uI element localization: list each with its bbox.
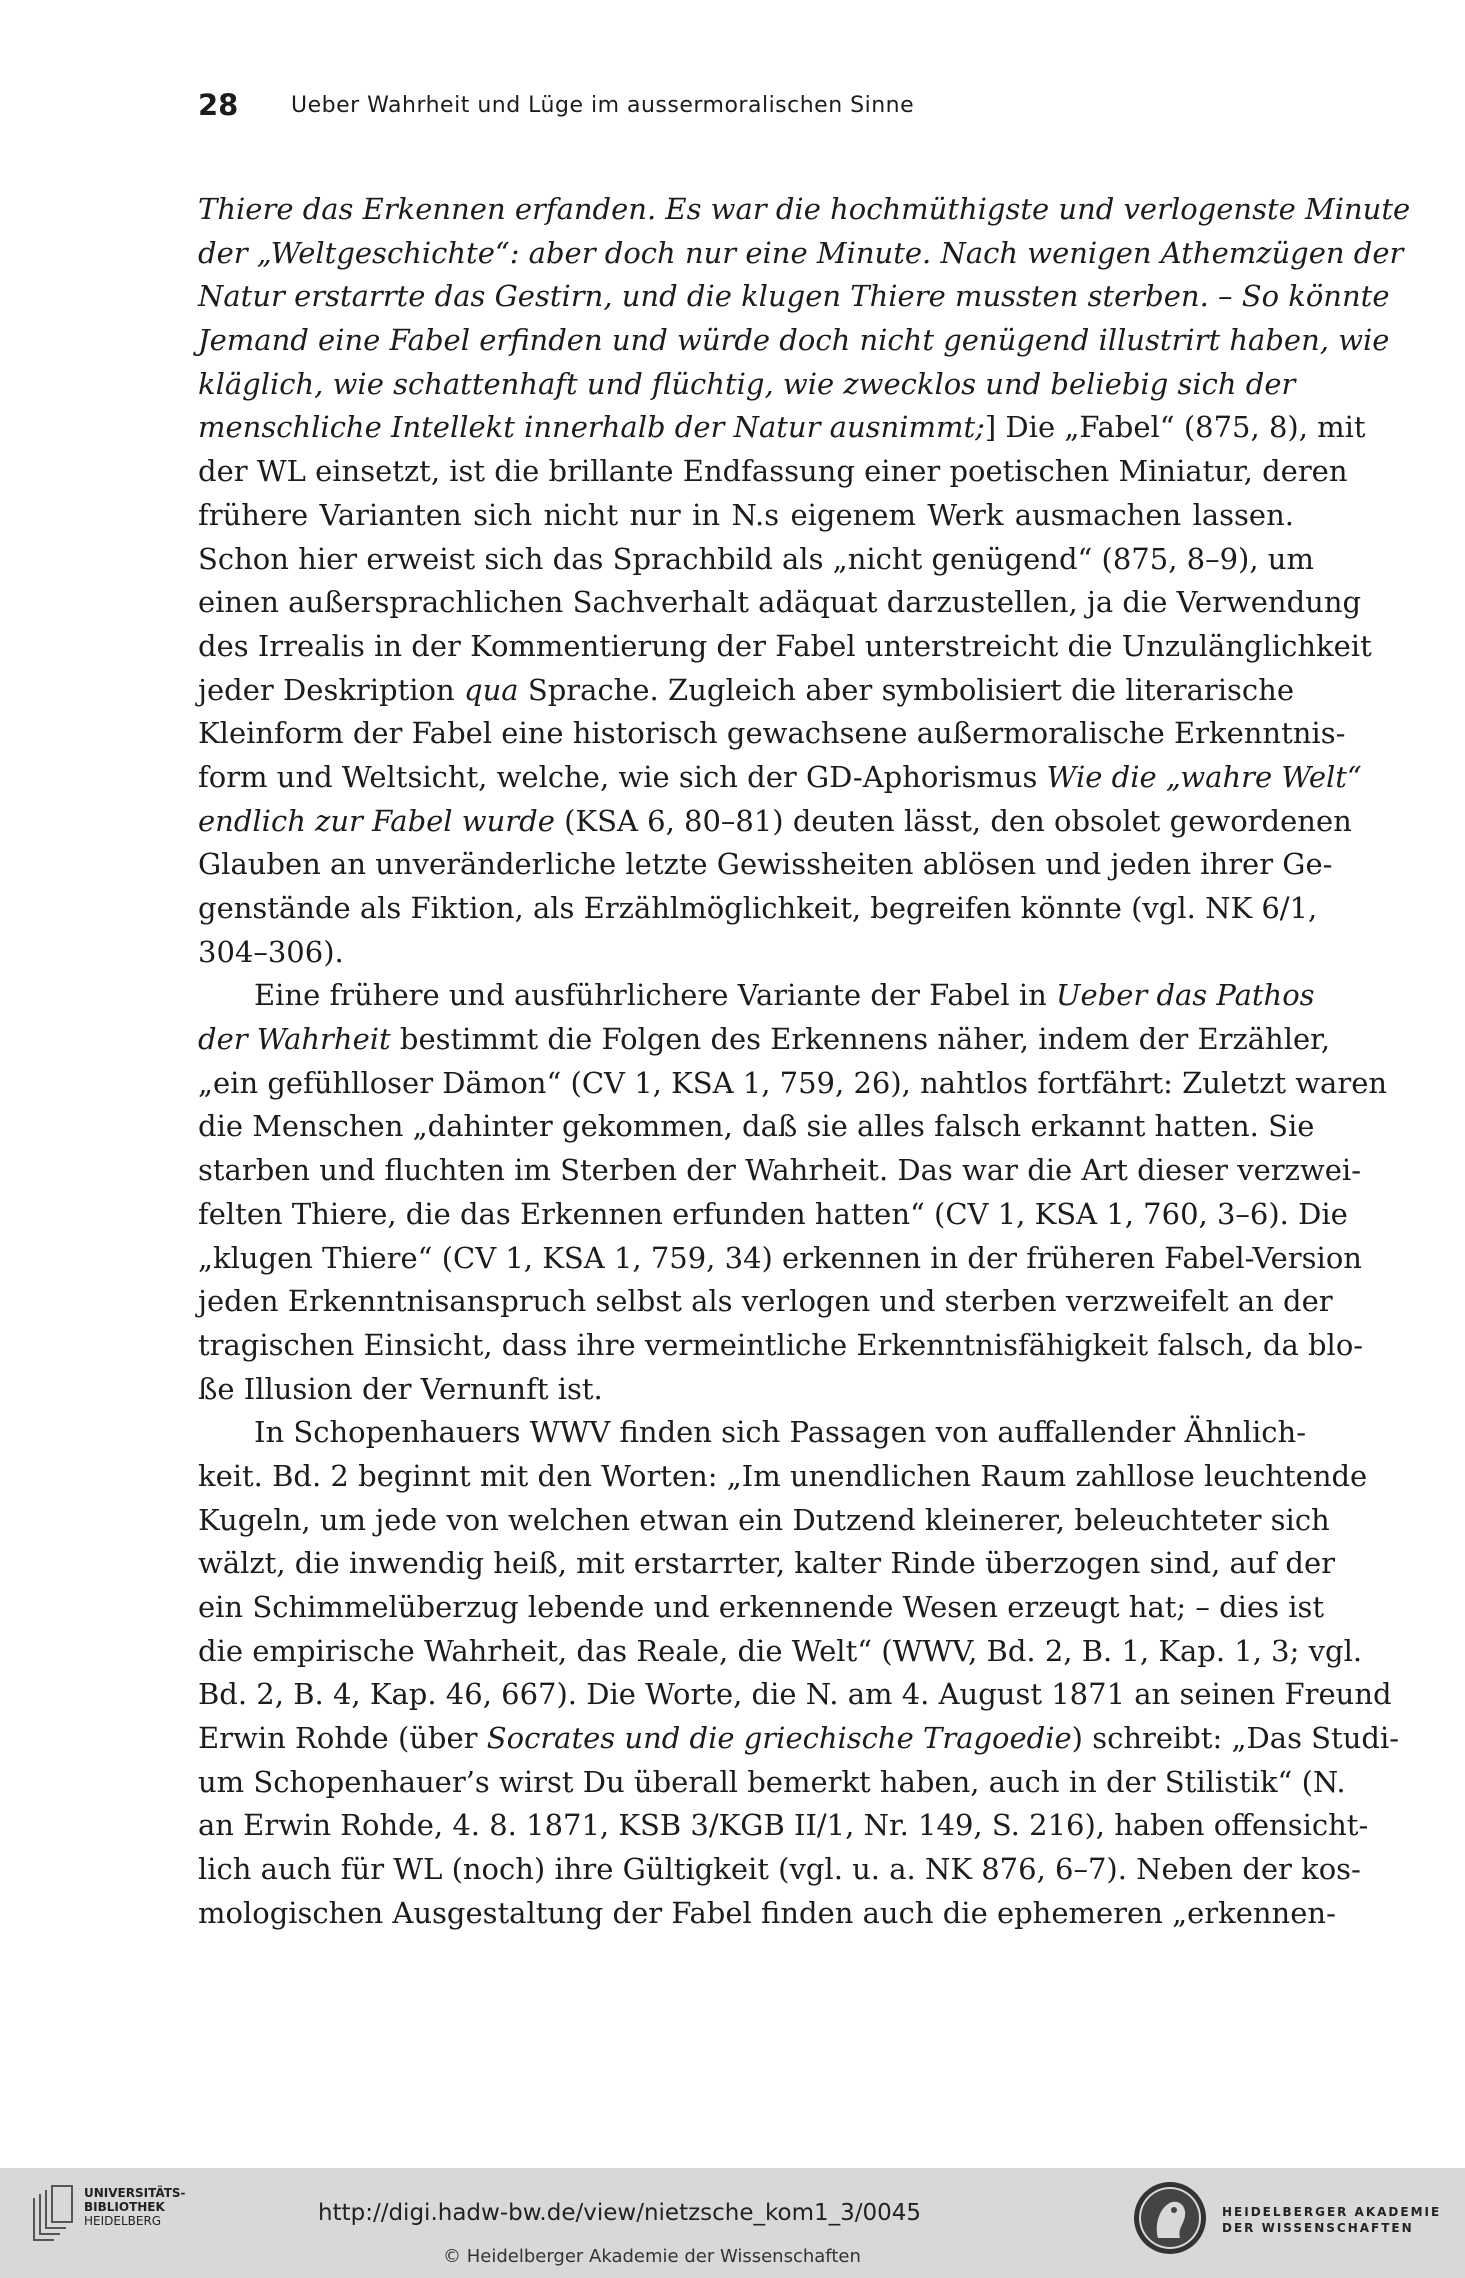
text-run: felten Thiere, die das Erkennen erfunden hatten“ (CV 1, KSA 1, 760, 3–6). Die	[198, 1196, 1348, 1231]
text-run: starben und fluchten im Sterben der Wahrheit. Das war die Art dieser verzwei-	[198, 1153, 1361, 1188]
text-line	[198, 931, 1294, 975]
italic-text: menschliche Intellekt innerhalb der Natur ausnimmt;	[198, 410, 985, 445]
text-line	[198, 581, 1362, 625]
library-line-1: UNIVERSITÄTS-	[84, 2186, 186, 2200]
text-run: lich auch für WL (noch) ihre Gültigkeit (vgl. u. a. NK 876, 6–7). Neben der kos-	[198, 1852, 1361, 1887]
text-line	[198, 538, 1314, 582]
text-run: Erwin Rohde (über	[198, 1721, 487, 1756]
text-line	[198, 1586, 1325, 1630]
text-line	[198, 188, 1411, 232]
library-line-3: HEIDELBERG	[84, 2214, 162, 2228]
text-run: ein Schimmelüberzug lebende und erkennende Wesen erzeugt hat; – dies ist	[198, 1590, 1325, 1624]
text-run: der WL einsetzt, ist die brillante Endfassung einer poetischen Miniatur, deren	[198, 454, 1348, 489]
text-run: des Irrealis in der Kommentierung der Fabel unterstreicht die Unzulänglichkeit	[198, 628, 1372, 663]
text-run: bestimmt die Folgen des Erkennens näher, indem der Erzähler,	[390, 1022, 1331, 1057]
italic-text: der Wahrheit	[198, 1022, 391, 1057]
text-line	[198, 1804, 1369, 1848]
text-line	[198, 1368, 1294, 1412]
text-line	[198, 494, 1294, 538]
text-line	[198, 1411, 1307, 1455]
text-run: die empirische Wahrheit, das Reale, die Welt“ (WWV, Bd. 2, B. 1, Kap. 1, 3; vgl.	[198, 1633, 1363, 1668]
page-number: 28	[198, 88, 239, 122]
text-run: um Schopenhauer’s wirst Du überall bemerkt haben, auch in der Stilistik“ (N.	[198, 1764, 1346, 1799]
text-run: einen außersprachlichen Sachverhalt adäquat darzustellen, ja die Verwendung	[198, 585, 1362, 620]
italic-text: Ueber das Pathos	[1056, 978, 1315, 1013]
text-run: Kugeln, um jede von welchen etwan ein Dutzend kleinerer, beleuchteter sich	[198, 1502, 1330, 1537]
library-name	[84, 2186, 186, 2228]
text-run: „klugen Thiere“ (CV 1, KSA 1, 759, 34) erkennen in der früheren Fabel-Version	[198, 1240, 1362, 1275]
italic-text: Jemand eine Fabel erfinden und würde doch nicht genügend illustrirt haben, wie	[198, 323, 1390, 358]
text-line	[198, 1455, 1368, 1499]
text-run: Eine frühere und ausführlichere Variante der Fabel in	[254, 978, 1057, 1013]
italic-text: Thiere das Erkennen erfanden. Es war die hochmüthigste und verlogenste Minute	[198, 192, 1411, 226]
text-line	[198, 974, 1315, 1018]
text-line	[198, 319, 1390, 363]
ub-heidelberg-logo-icon	[28, 2184, 82, 2246]
text-run: ße Illusion der Vernunft ist.	[198, 1371, 603, 1406]
text-run: Schon hier erweist sich das Sprachbild als „nicht genügend“ (875, 8–9), um	[198, 541, 1314, 576]
text-run: In Schopenhauers WWV finden sich Passagen von auffallender Ähnlich-	[254, 1415, 1307, 1450]
text-run: mologischen Ausgestaltung der Fabel finden auch die ephemeren „erkennen-	[198, 1895, 1336, 1930]
text-line	[198, 1848, 1361, 1892]
text-line	[198, 1499, 1330, 1543]
academy-line-2: DER WISSENSCHAFTEN	[1222, 2221, 1414, 2235]
copyright-notice: © Heidelberger Akademie der Wissenschaften	[443, 2246, 861, 2267]
academy-name	[1222, 2204, 1441, 2236]
text-line	[198, 1717, 1400, 1761]
running-title: Ueber Wahrheit und Lüge im aussermoralischen Sinne	[291, 93, 915, 118]
text-run: wälzt, die inwendig heiß, mit erstarrter, kalter Rinde überzogen sind, auf der	[198, 1546, 1336, 1581]
text-run: tragischen Einsicht, dass ihre vermeintliche Erkenntnisfähigkeit falsch, da blo-	[198, 1327, 1364, 1362]
text-line	[198, 450, 1348, 494]
text-run: frühere Varianten sich nicht nur in N.s eigenem Werk ausmachen lassen.	[198, 497, 1294, 532]
text-run: Sprache. Zugleich aber symbolisiert die literarische	[518, 672, 1294, 707]
text-line	[198, 712, 1346, 756]
source-url-link[interactable]: http://digi.hadw-bw.de/view/nietzsche_kom1_3/0045	[318, 2200, 922, 2226]
library-line-2: BIBLIOTHEK	[84, 2200, 165, 2214]
text-line	[198, 625, 1372, 669]
text-run: 304–306).	[198, 934, 344, 969]
italic-text: qua	[464, 672, 519, 707]
body-text	[198, 188, 1411, 1936]
text-line	[198, 1892, 1336, 1936]
italic-text: Natur erstarrte das Gestirn, und die klugen Thiere mussten sterben. – So könnte	[198, 279, 1390, 314]
text-run: die Menschen „dahinter gekommen, daß sie alles falsch erkannt hatten. Sie	[198, 1109, 1315, 1144]
text-run: Glauben an unveränderliche letzte Gewissheiten ablösen und jeden ihrer Ge-	[198, 847, 1333, 882]
footer-bar	[0, 2168, 1465, 2278]
text-line	[198, 887, 1318, 931]
text-line	[198, 232, 1404, 276]
text-line	[198, 1324, 1364, 1368]
text-run: genstände als Fiktion, als Erzählmöglichkeit, begreifen könnte (vgl. NK 6/1,	[198, 891, 1318, 925]
text-line	[198, 1237, 1362, 1281]
text-line	[198, 1105, 1315, 1149]
text-run: Bd. 2, B. 4, Kap. 46, 667). Die Worte, die N. am 4. August 1871 an seinen Freund	[198, 1677, 1392, 1712]
text-line	[198, 1193, 1348, 1237]
text-line	[198, 1673, 1392, 1717]
italic-text: der „Weltgeschichte“: aber doch nur eine Minute. Nach wenigen Athemzügen der	[198, 235, 1404, 270]
text-run: Kleinform der Fabel eine historisch gewachsene außermoralische Erkenntnis-	[198, 716, 1346, 751]
text-line	[198, 1630, 1363, 1674]
italic-text: Socrates und die griechische Tragoedie	[486, 1721, 1072, 1756]
text-run: (KSA 6, 80–81) deuten lässt, den obsolet gewordenen	[554, 803, 1352, 838]
text-line	[198, 669, 1294, 713]
text-run: ) schreibt: „Das Studi-	[1071, 1721, 1400, 1756]
text-line	[198, 1761, 1346, 1805]
text-line	[198, 1062, 1388, 1106]
text-run: keit. Bd. 2 beginnt mit den Worten: „Im unendlichen Raum zahllose leuchtende	[198, 1458, 1368, 1493]
text-line	[198, 1018, 1331, 1062]
text-run: jeden Erkenntnisanspruch selbst als verlogen und sterben verzweifelt an der	[198, 1284, 1333, 1319]
text-line	[198, 406, 1366, 450]
text-line	[198, 800, 1352, 844]
academy-line-1: HEIDELBERGER AKADEMIE	[1222, 2205, 1442, 2219]
text-line	[198, 1149, 1361, 1193]
text-run: form und Weltsicht, welche, wie sich der GD-Aphorismus	[198, 759, 1047, 794]
text-line	[198, 843, 1333, 887]
text-run: an Erwin Rohde, 4. 8. 1871, KSB 3/KGB II/1, Nr. 149, S. 216), haben offensicht-	[198, 1808, 1369, 1843]
text-line	[198, 1542, 1336, 1586]
italic-text: Wie die „wahre Welt“	[1046, 759, 1362, 794]
italic-text: endlich zur Fabel wurde	[198, 803, 555, 838]
text-line	[198, 363, 1294, 407]
text-line	[198, 756, 1362, 800]
text-run: ] Die „Fabel“ (875, 8), mit	[984, 410, 1366, 445]
text-line	[198, 1280, 1333, 1324]
hadw-seal-icon	[1132, 2180, 1208, 2256]
italic-text: kläglich, wie schattenhaft und flüchtig, wie zwecklos und beliebig sich der	[198, 366, 1296, 401]
text-run: jeder Deskription	[198, 672, 465, 707]
text-line	[198, 275, 1390, 319]
text-run: „ein gefühlloser Dämon“ (CV 1, KSA 1, 759, 26), nahtlos fortfährt: Zuletzt waren	[198, 1065, 1388, 1100]
